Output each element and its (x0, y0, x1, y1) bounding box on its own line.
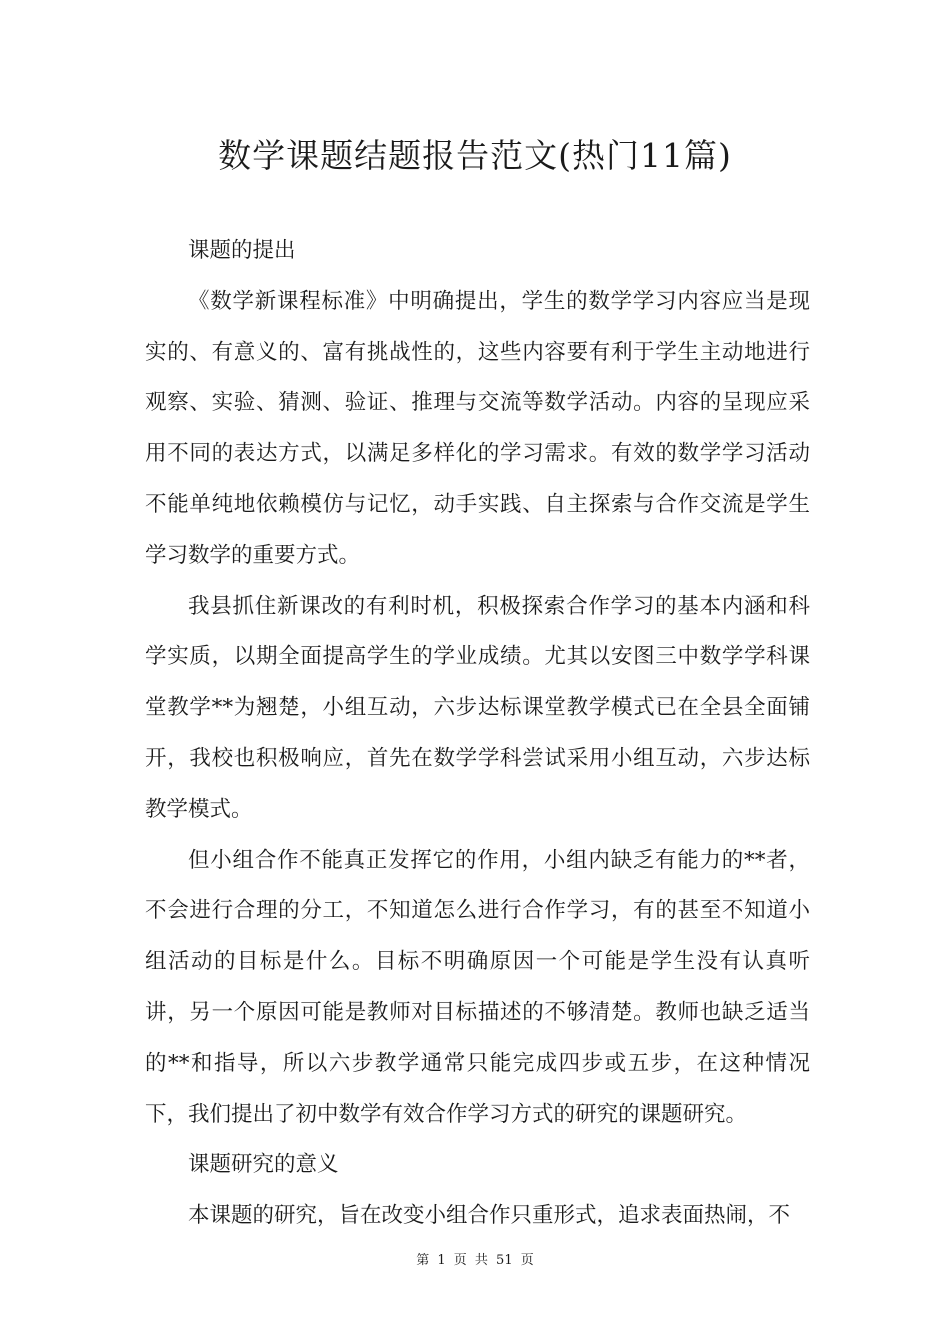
document-title: 数学课题结题报告范文(热门11篇) (218, 136, 732, 175)
paragraph: 本课题的研究，旨在改变小组合作只重形式，追求表面热闹，不 (188, 1203, 791, 1229)
section-heading-proposal: 课题的提出 (188, 238, 296, 263)
document-body (145, 226, 810, 1242)
paragraph: 《数学新课程标准》中明确提出，学生的数学学习内容应当是现实的、有意义的、富有挑战性的，这些内容要有利于学生主动地进行观察、实验、猜测、验证、推理与交流等数学活动。内容的呈现应采用不同的表达方式，以满足多样化的学习需求。有效的数学学习活动不能单纯地依赖模仿与记忆，动手实践、自主探索与合作交流是学生学习数学的重要方式。 (145, 288, 810, 568)
paragraph: 但小组合作不能真正发挥它的作用，小组内缺乏有能力的**者，不会进行合理的分工，不知道怎么进行合作学习，有的甚至不知道小组活动的目标是什么。目标不明确原因一个可能是学生没有认真听讲，另一个原因可能是教师对目标描述的不够清楚。教师也缺乏适当的**和指导，所以六步教学通常只能完成四步或五步，在这种情况下，我们提出了初中数学有效合作学习方式的研究的课题研究。 (145, 847, 810, 1127)
paragraph: 我县抓住新课改的有利时机，积极探索合作学习的基本内涵和科学实质，以期全面提高学生的学业成绩。尤其以安图三中数学学科课堂教学**为翘楚，小组互动，六步达标课堂教学模式已在全县全面铺开，我校也积极响应，首先在数学学科尝试采用小组互动，六步达标教学模式。 (145, 593, 810, 822)
page-footer: 第 1 页 共 51 页 (416, 1253, 534, 1268)
section-heading-significance: 课题研究的意义 (188, 1152, 339, 1178)
